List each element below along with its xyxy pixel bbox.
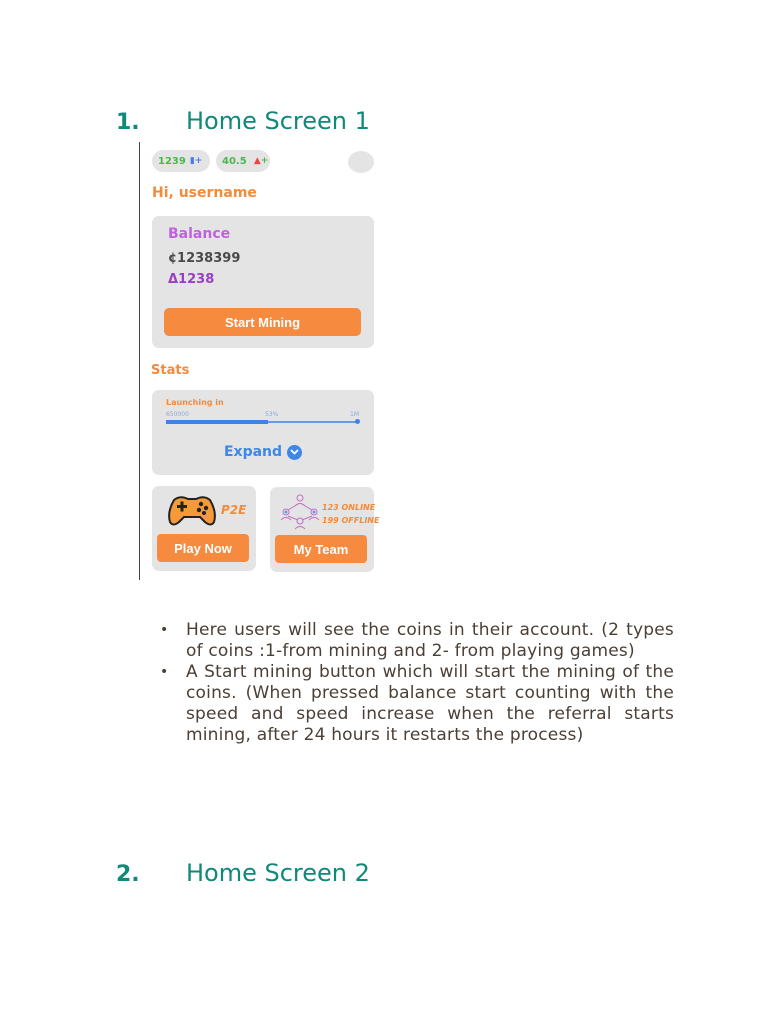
coin-plus-icon: ▮+ (189, 156, 203, 166)
online-count (322, 501, 379, 527)
margin-line (139, 142, 140, 580)
delta-balance: Δ1238 (168, 272, 215, 287)
play-now-button[interactable]: Play Now (157, 534, 249, 562)
section-number: 2. (116, 862, 140, 887)
play-card (152, 486, 256, 571)
list-item (160, 662, 674, 746)
progress-percent-label: 53% (265, 411, 279, 418)
section-title: Home Screen 2 (186, 859, 370, 887)
list-item (160, 620, 674, 662)
section-heading-1 (116, 107, 370, 135)
section-title: Home Screen 1 (186, 107, 370, 135)
p2e-badge: P2E (221, 503, 247, 517)
offline-count-text: 199 OFFLINE (322, 516, 380, 525)
description-list (160, 620, 674, 746)
stats-card (152, 390, 374, 475)
bullet-text: A Start mining button which will start the mining of the coins. (When pressed balance start counting with the speed and speed increase when the referral starts mining, after 24 hours it restarts the process) (186, 662, 674, 745)
balance-title: Balance (168, 226, 231, 242)
coin-pill-value: 40.5 (222, 155, 247, 167)
chevron-down-icon (287, 445, 302, 460)
coin-pill-games[interactable] (216, 150, 270, 172)
section-heading-2 (116, 859, 370, 887)
my-team-button[interactable]: My Team (275, 535, 367, 563)
section-number: 1. (116, 110, 140, 135)
bullet-icon: • (160, 664, 169, 680)
greeting: Hi, username (152, 185, 257, 201)
gamepad-icon (166, 492, 218, 532)
bullet-icon: • (160, 622, 169, 638)
plus-icon: + (260, 156, 269, 166)
team-card (270, 487, 380, 572)
bullet-text: Here users will see the coins in their account. (2 types of coins :1-from mining and 2- from playing games) (186, 620, 674, 661)
stats-title: Stats (151, 363, 190, 378)
progress-end-dot (355, 419, 360, 424)
progress-start-label: 650000 (166, 411, 189, 418)
launching-label: Launching in (166, 398, 224, 407)
coin-pill-mining[interactable] (152, 150, 210, 172)
online-count-text: 123 ONLINE (322, 503, 376, 512)
expand-label: Expand (223, 444, 283, 460)
progress-fill (166, 420, 268, 424)
team-network-icon (278, 492, 324, 534)
avatar[interactable] (348, 151, 374, 173)
progress-bar (166, 421, 358, 423)
expand-button[interactable] (152, 444, 374, 460)
balance-card (152, 216, 374, 348)
progress-end-label: 1M (350, 411, 359, 418)
start-mining-button[interactable]: Start Mining (164, 308, 361, 336)
coin-balance: ¢1238399 (168, 251, 241, 266)
delta-icon: ▲ (250, 156, 261, 166)
coin-pill-value: 1239 (158, 155, 186, 167)
